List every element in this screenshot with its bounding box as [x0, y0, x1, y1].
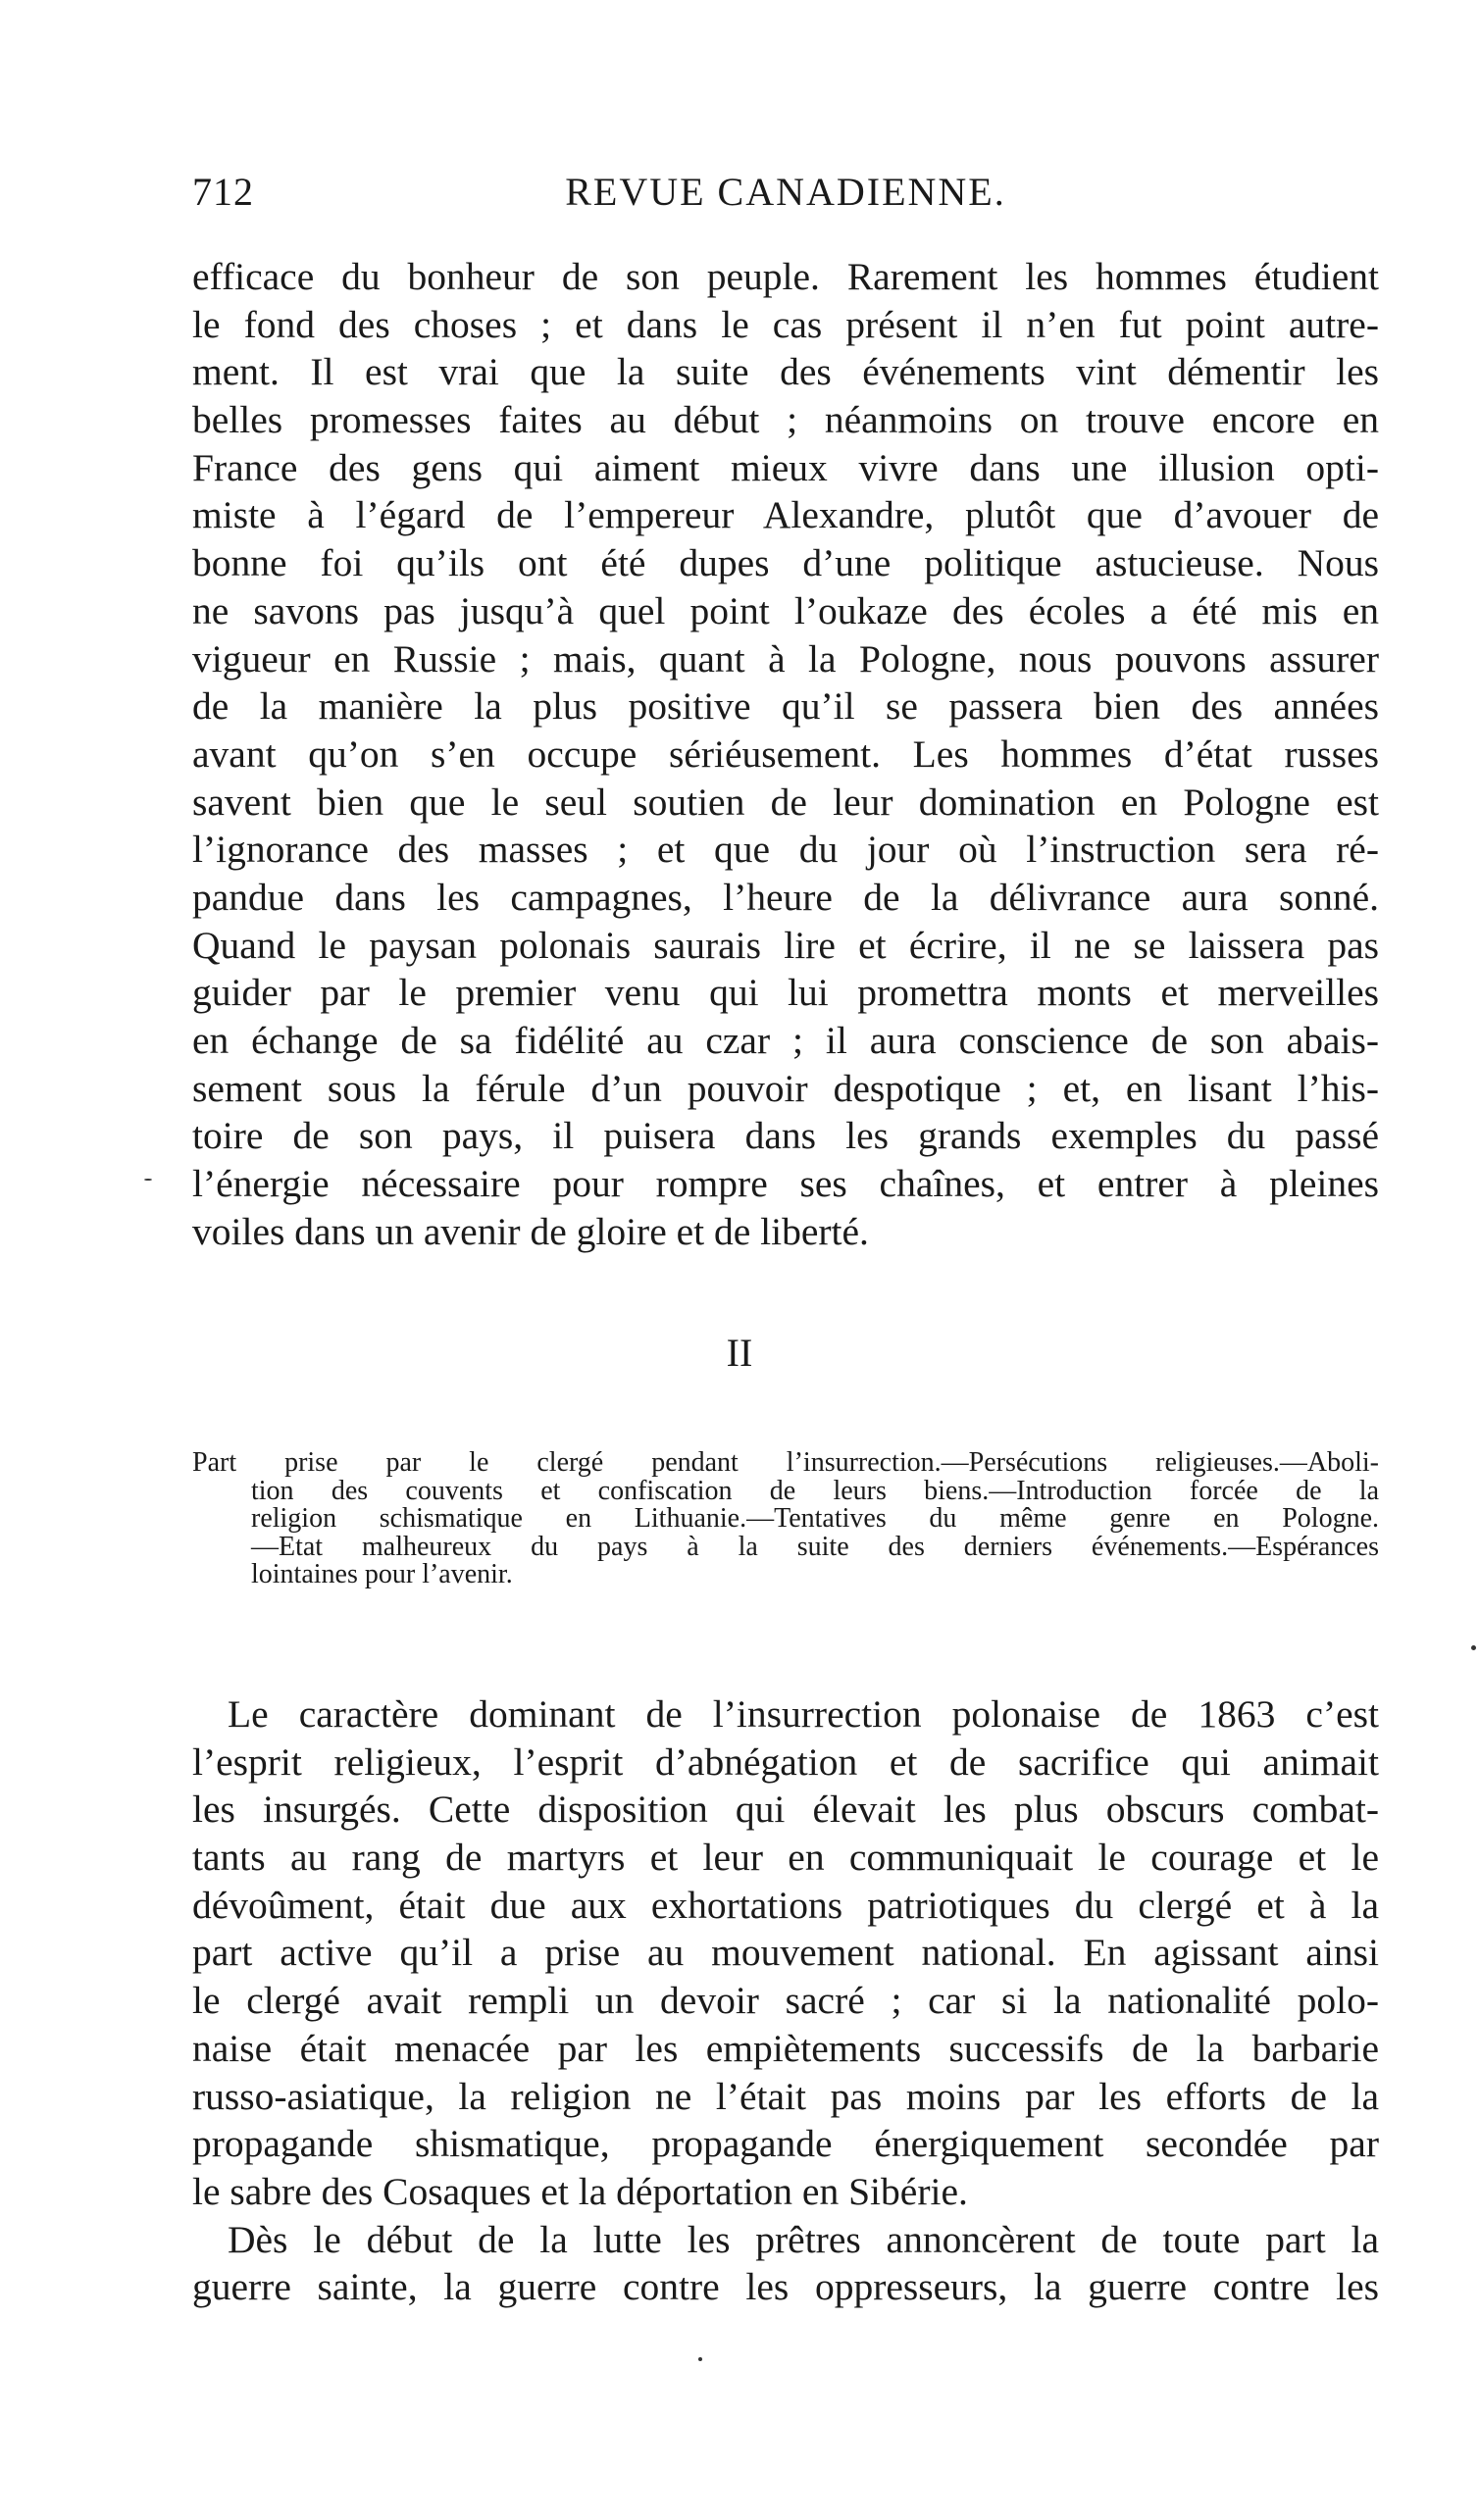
section-summary	[192, 1449, 1379, 1589]
journal-title: REVUE CANADIENNE.	[565, 170, 1006, 214]
page-number: 712	[192, 170, 254, 214]
text-line: ne savons pas jusqu’à quel point l’oukaze des écoles a été mis en	[192, 588, 1379, 632]
paragraph-continued	[192, 253, 1379, 1255]
running-head	[192, 169, 1379, 218]
paragraph-main	[192, 1690, 1379, 2311]
text-line: ment. Il est vrai que la suite des événements vint démentir les	[192, 350, 1379, 394]
text-line: voiles dans un avenir de gloire et de liberté.	[192, 1209, 869, 1253]
text-line: guerre sainte, la guerre contre les oppresseurs, la guerre contre les	[192, 2265, 1379, 2309]
text-line: le sabre des Cosaques et la déportation en Sibérie.	[192, 2169, 968, 2213]
text-line: efficace du bonheur de son peuple. Rarement les hommes étudient	[192, 255, 1379, 298]
summary-line: religion schismatique en Lithuanie.—Tentatives du même genre en Pologne.	[251, 1503, 1379, 1534]
text-line: les insurgés. Cette disposition qui élevait les plus obscurs combat-	[192, 1788, 1379, 1832]
text-line: savent bien que le seul soutien de leur domination en Pologne est	[192, 780, 1379, 824]
summary-line: lointaines pour l’avenir.	[251, 1559, 513, 1589]
ink-speck	[1471, 1645, 1476, 1650]
text-line: dévoûment, était due aux exhortations patriotiques du clergé et à la	[192, 1883, 1379, 1927]
text-line: toire de son pays, il puisera dans les grands exemples du passé	[192, 1114, 1379, 1158]
text-line: vigueur en Russie ; mais, quant à la Pologne, nous pouvons assurer	[192, 636, 1379, 680]
text-line: guider par le premier venu qui lui promettra monts et merveilles	[192, 971, 1379, 1015]
summary-line: —Etat malheureux du pays à la suite des derniers événements.—Espérances	[251, 1531, 1379, 1562]
text-line: tants au rang de martyrs et leur en communiquait le courage et le	[192, 1836, 1379, 1880]
text-line: part active qu’il a prise au mouvement national. En agissant ainsi	[192, 1931, 1379, 1975]
text-line: Le caractère dominant de l’insurrection polonaise de 1863 c’est	[228, 1692, 1379, 1736]
text-line: russo-asiatique, la religion ne l’était pas moins par les efforts de la	[192, 2074, 1379, 2118]
text-line: l’esprit religieux, l’esprit d’abnégation et de sacrifice qui animait	[192, 1739, 1379, 1784]
section-heading: II	[726, 1331, 753, 1375]
text-line: le clergé avait rempli un devoir sacré ; car si la nationalité polo-	[192, 1979, 1379, 2023]
ink-speck	[698, 2357, 702, 2361]
ink-speck	[144, 1179, 152, 1181]
text-line: l’ignorance des masses ; et que du jour où l’instruction sera ré-	[192, 828, 1379, 872]
summary-line: Part prise par le clergé pendant l’insurrection.—Persécutions religieuses.—Aboli-	[192, 1447, 1379, 1478]
text-line: le fond des choses ; et dans le cas présent il n’en fut point autre-	[192, 302, 1379, 346]
text-line: propagande shismatique, propagande énergiquement secondée par	[192, 2122, 1379, 2166]
text-line: sement sous la férule d’un pouvoir despotique ; et, en lisant l’his-	[192, 1066, 1379, 1110]
text-line: belles promesses faites au début ; néanmoins on trouve encore en	[192, 398, 1379, 442]
text-line: miste à l’égard de l’empereur Alexandre, plutôt que d’avouer de	[192, 493, 1379, 537]
text-line: pandue dans les campagnes, l’heure de la délivrance aura sonné.	[192, 875, 1379, 919]
summary-line: tion des couvents et confiscation de leurs biens.—Introduction forcée de la	[251, 1475, 1379, 1506]
text-line: Quand le paysan polonais saurais lire et écrire, il ne se laissera pas	[192, 923, 1379, 967]
text-line: naise était menacée par les empiètements successifs de la barbarie	[192, 2026, 1379, 2070]
text-line: l’énergie nécessaire pour rompre ses chaînes, et entrer à pleines	[192, 1162, 1379, 1206]
text-line: France des gens qui aiment mieux vivre dans une illusion opti-	[192, 445, 1379, 489]
text-line: Dès le début de la lutte les prêtres annoncèrent de toute part la	[228, 2217, 1379, 2261]
text-line: bonne foi qu’ils ont été dupes d’une politique astucieuse. Nous	[192, 541, 1379, 585]
text-line: en échange de sa fidélité au czar ; il aura conscience de son abais-	[192, 1019, 1379, 1062]
text-line: avant qu’on s’en occupe sériéusement. Les hommes d’état russes	[192, 731, 1379, 776]
text-line: de la manière la plus positive qu’il se passera bien des années	[192, 684, 1379, 729]
